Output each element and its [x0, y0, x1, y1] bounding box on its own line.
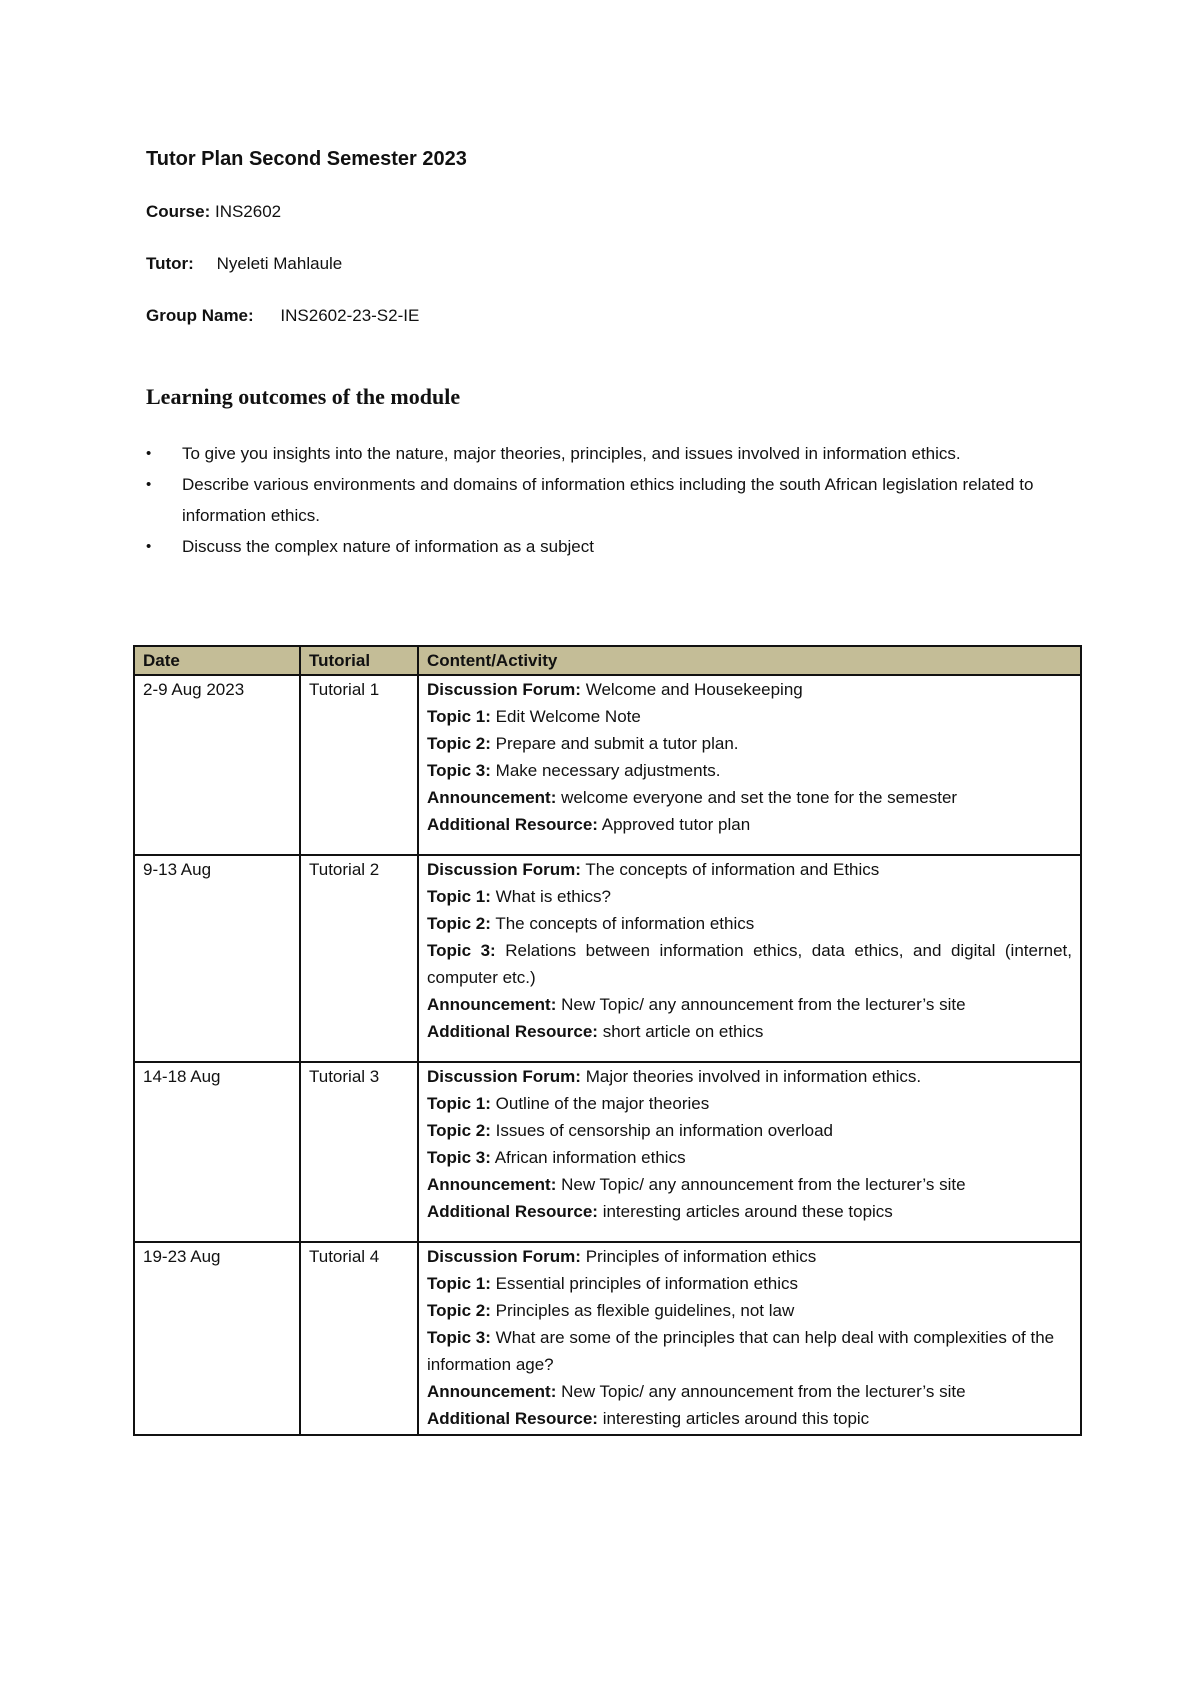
topic2-text: Principles as flexible guidelines, not law — [495, 1301, 795, 1320]
topic1-line — [427, 1090, 1072, 1117]
announcement-text: New Topic/ any announcement from the lecturer’s site — [561, 1382, 966, 1401]
resource-line — [427, 1405, 1072, 1432]
topic1-label: Topic 1: — [427, 887, 491, 906]
resource-label: Additional Resource: — [427, 815, 598, 834]
announcement-line — [427, 784, 1072, 811]
outcome-text: Describe various environments and domains of information ethics including the south African legislation related to information ethics. — [182, 475, 1034, 525]
topic3-text: Make necessary adjustments. — [495, 761, 721, 780]
table-row — [134, 1242, 1081, 1435]
announcement-line — [427, 1171, 1072, 1198]
topic2-line — [427, 910, 1072, 937]
forum-text: Major theories involved in information ethics. — [585, 1067, 922, 1086]
topic3-label: Topic 3: — [427, 1328, 491, 1347]
course-label: Course: — [146, 202, 211, 221]
document-title: Tutor Plan Second Semester 2023 — [146, 148, 467, 170]
topic3-line — [427, 757, 1072, 784]
bullet-icon: • — [146, 538, 152, 555]
forum-line — [427, 1243, 1072, 1270]
forum-line — [427, 1063, 1072, 1090]
announcement-text: New Topic/ any announcement from the lecturer’s site — [561, 1175, 966, 1194]
topic2-line — [427, 730, 1072, 757]
bullet-icon: • — [146, 476, 152, 493]
cell-content — [418, 1242, 1081, 1435]
table-header-row — [134, 646, 1081, 675]
announcement-label: Announcement: — [427, 1175, 557, 1194]
resource-text: short article on ethics — [602, 1022, 764, 1041]
topic3-text: African information ethics — [494, 1148, 686, 1167]
topic3-label: Topic 3: — [427, 761, 491, 780]
topic3-line — [427, 1144, 1072, 1171]
outcomes-heading: Learning outcomes of the module — [146, 384, 461, 409]
topic1-line — [427, 1270, 1072, 1297]
cell-tutorial: Tutorial 3 — [300, 1062, 418, 1242]
cell-date: 19-23 Aug — [134, 1242, 300, 1435]
topic3-label: Topic 3: — [427, 941, 496, 960]
topic1-line — [427, 703, 1072, 730]
table-row — [134, 1062, 1081, 1242]
outcome-item — [146, 531, 1076, 562]
topic1-line — [427, 883, 1072, 910]
forum-label: Discussion Forum: — [427, 1247, 581, 1266]
outcome-item — [146, 438, 1076, 469]
tutor-label: Tutor: — [146, 254, 194, 273]
forum-text: The concepts of information and Ethics — [585, 860, 880, 879]
table-row — [134, 855, 1081, 1062]
course-line — [146, 202, 281, 222]
tutor-value: Nyeleti Mahlaule — [216, 254, 343, 273]
resource-line — [427, 811, 1072, 838]
topic1-label: Topic 1: — [427, 1094, 491, 1113]
group-value: INS2602-23-S2-IE — [280, 306, 420, 325]
resource-label: Additional Resource: — [427, 1409, 598, 1428]
forum-text: Welcome and Housekeeping — [585, 680, 803, 699]
forum-label: Discussion Forum: — [427, 680, 581, 699]
topic1-text: Outline of the major theories — [495, 1094, 710, 1113]
announcement-line — [427, 991, 1072, 1018]
header-content: Content/Activity — [418, 646, 1081, 675]
topic1-text: What is ethics? — [495, 887, 611, 906]
announcement-text: New Topic/ any announcement from the lecturer’s site — [561, 995, 966, 1014]
table-row — [134, 675, 1081, 855]
topic1-label: Topic 1: — [427, 1274, 491, 1293]
topic2-line — [427, 1117, 1072, 1144]
topic3-label: Topic 3: — [427, 1148, 491, 1167]
topic2-text: Issues of censorship an information overload — [495, 1121, 834, 1140]
topic3-line — [427, 1324, 1072, 1378]
forum-line — [427, 856, 1072, 883]
topic2-label: Topic 2: — [427, 914, 491, 933]
announcement-line — [427, 1378, 1072, 1405]
header-tutorial: Tutorial — [300, 646, 418, 675]
outcome-text: To give you insights into the nature, major theories, principles, and issues involved in information ethics. — [182, 444, 961, 463]
resource-line — [427, 1198, 1072, 1225]
announcement-label: Announcement: — [427, 1382, 557, 1401]
resource-text: Approved tutor plan — [601, 815, 751, 834]
topic2-line — [427, 1297, 1072, 1324]
group-line — [146, 306, 419, 326]
topic2-label: Topic 2: — [427, 1301, 491, 1320]
tutor-plan-table — [133, 645, 1082, 1436]
forum-label: Discussion Forum: — [427, 860, 581, 879]
cell-date: 14-18 Aug — [134, 1062, 300, 1242]
topic1-label: Topic 1: — [427, 707, 491, 726]
topic2-label: Topic 2: — [427, 1121, 491, 1140]
resource-text: interesting articles around this topic — [602, 1409, 870, 1428]
announcement-label: Announcement: — [427, 788, 557, 807]
cell-content — [418, 855, 1081, 1062]
topic3-text: Relations between information ethics, data ethics, and digital (internet, computer etc.) — [427, 941, 1072, 987]
cell-date: 9-13 Aug — [134, 855, 300, 1062]
resource-label: Additional Resource: — [427, 1022, 598, 1041]
tutor-line — [146, 254, 342, 274]
cell-tutorial: Tutorial 4 — [300, 1242, 418, 1435]
topic1-text: Essential principles of information ethics — [495, 1274, 799, 1293]
bullet-icon: • — [146, 445, 152, 462]
outcomes-list — [146, 438, 1076, 562]
resource-line — [427, 1018, 1072, 1045]
topic3-text: What are some of the principles that can help deal with complexities of the information age? — [427, 1328, 1055, 1374]
topic2-label: Topic 2: — [427, 734, 491, 753]
topic2-text: Prepare and submit a tutor plan. — [495, 734, 739, 753]
forum-text: Principles of information ethics — [585, 1247, 817, 1266]
topic2-text: The concepts of information ethics — [495, 914, 755, 933]
resource-text: interesting articles around these topics — [602, 1202, 893, 1221]
cell-content — [418, 1062, 1081, 1242]
outcome-text: Discuss the complex nature of information as a subject — [182, 537, 594, 556]
cell-tutorial: Tutorial 1 — [300, 675, 418, 855]
forum-line — [427, 676, 1072, 703]
announcement-text: welcome everyone and set the tone for the semester — [561, 788, 958, 807]
header-date: Date — [134, 646, 300, 675]
resource-label: Additional Resource: — [427, 1202, 598, 1221]
course-value: INS2602 — [214, 202, 282, 221]
cell-date: 2-9 Aug 2023 — [134, 675, 300, 855]
cell-content — [418, 675, 1081, 855]
forum-label: Discussion Forum: — [427, 1067, 581, 1086]
announcement-label: Announcement: — [427, 995, 557, 1014]
cell-tutorial: Tutorial 2 — [300, 855, 418, 1062]
topic1-text: Edit Welcome Note — [495, 707, 641, 726]
outcome-item — [146, 469, 1076, 531]
topic3-line — [427, 937, 1072, 991]
group-label: Group Name: — [146, 306, 254, 325]
